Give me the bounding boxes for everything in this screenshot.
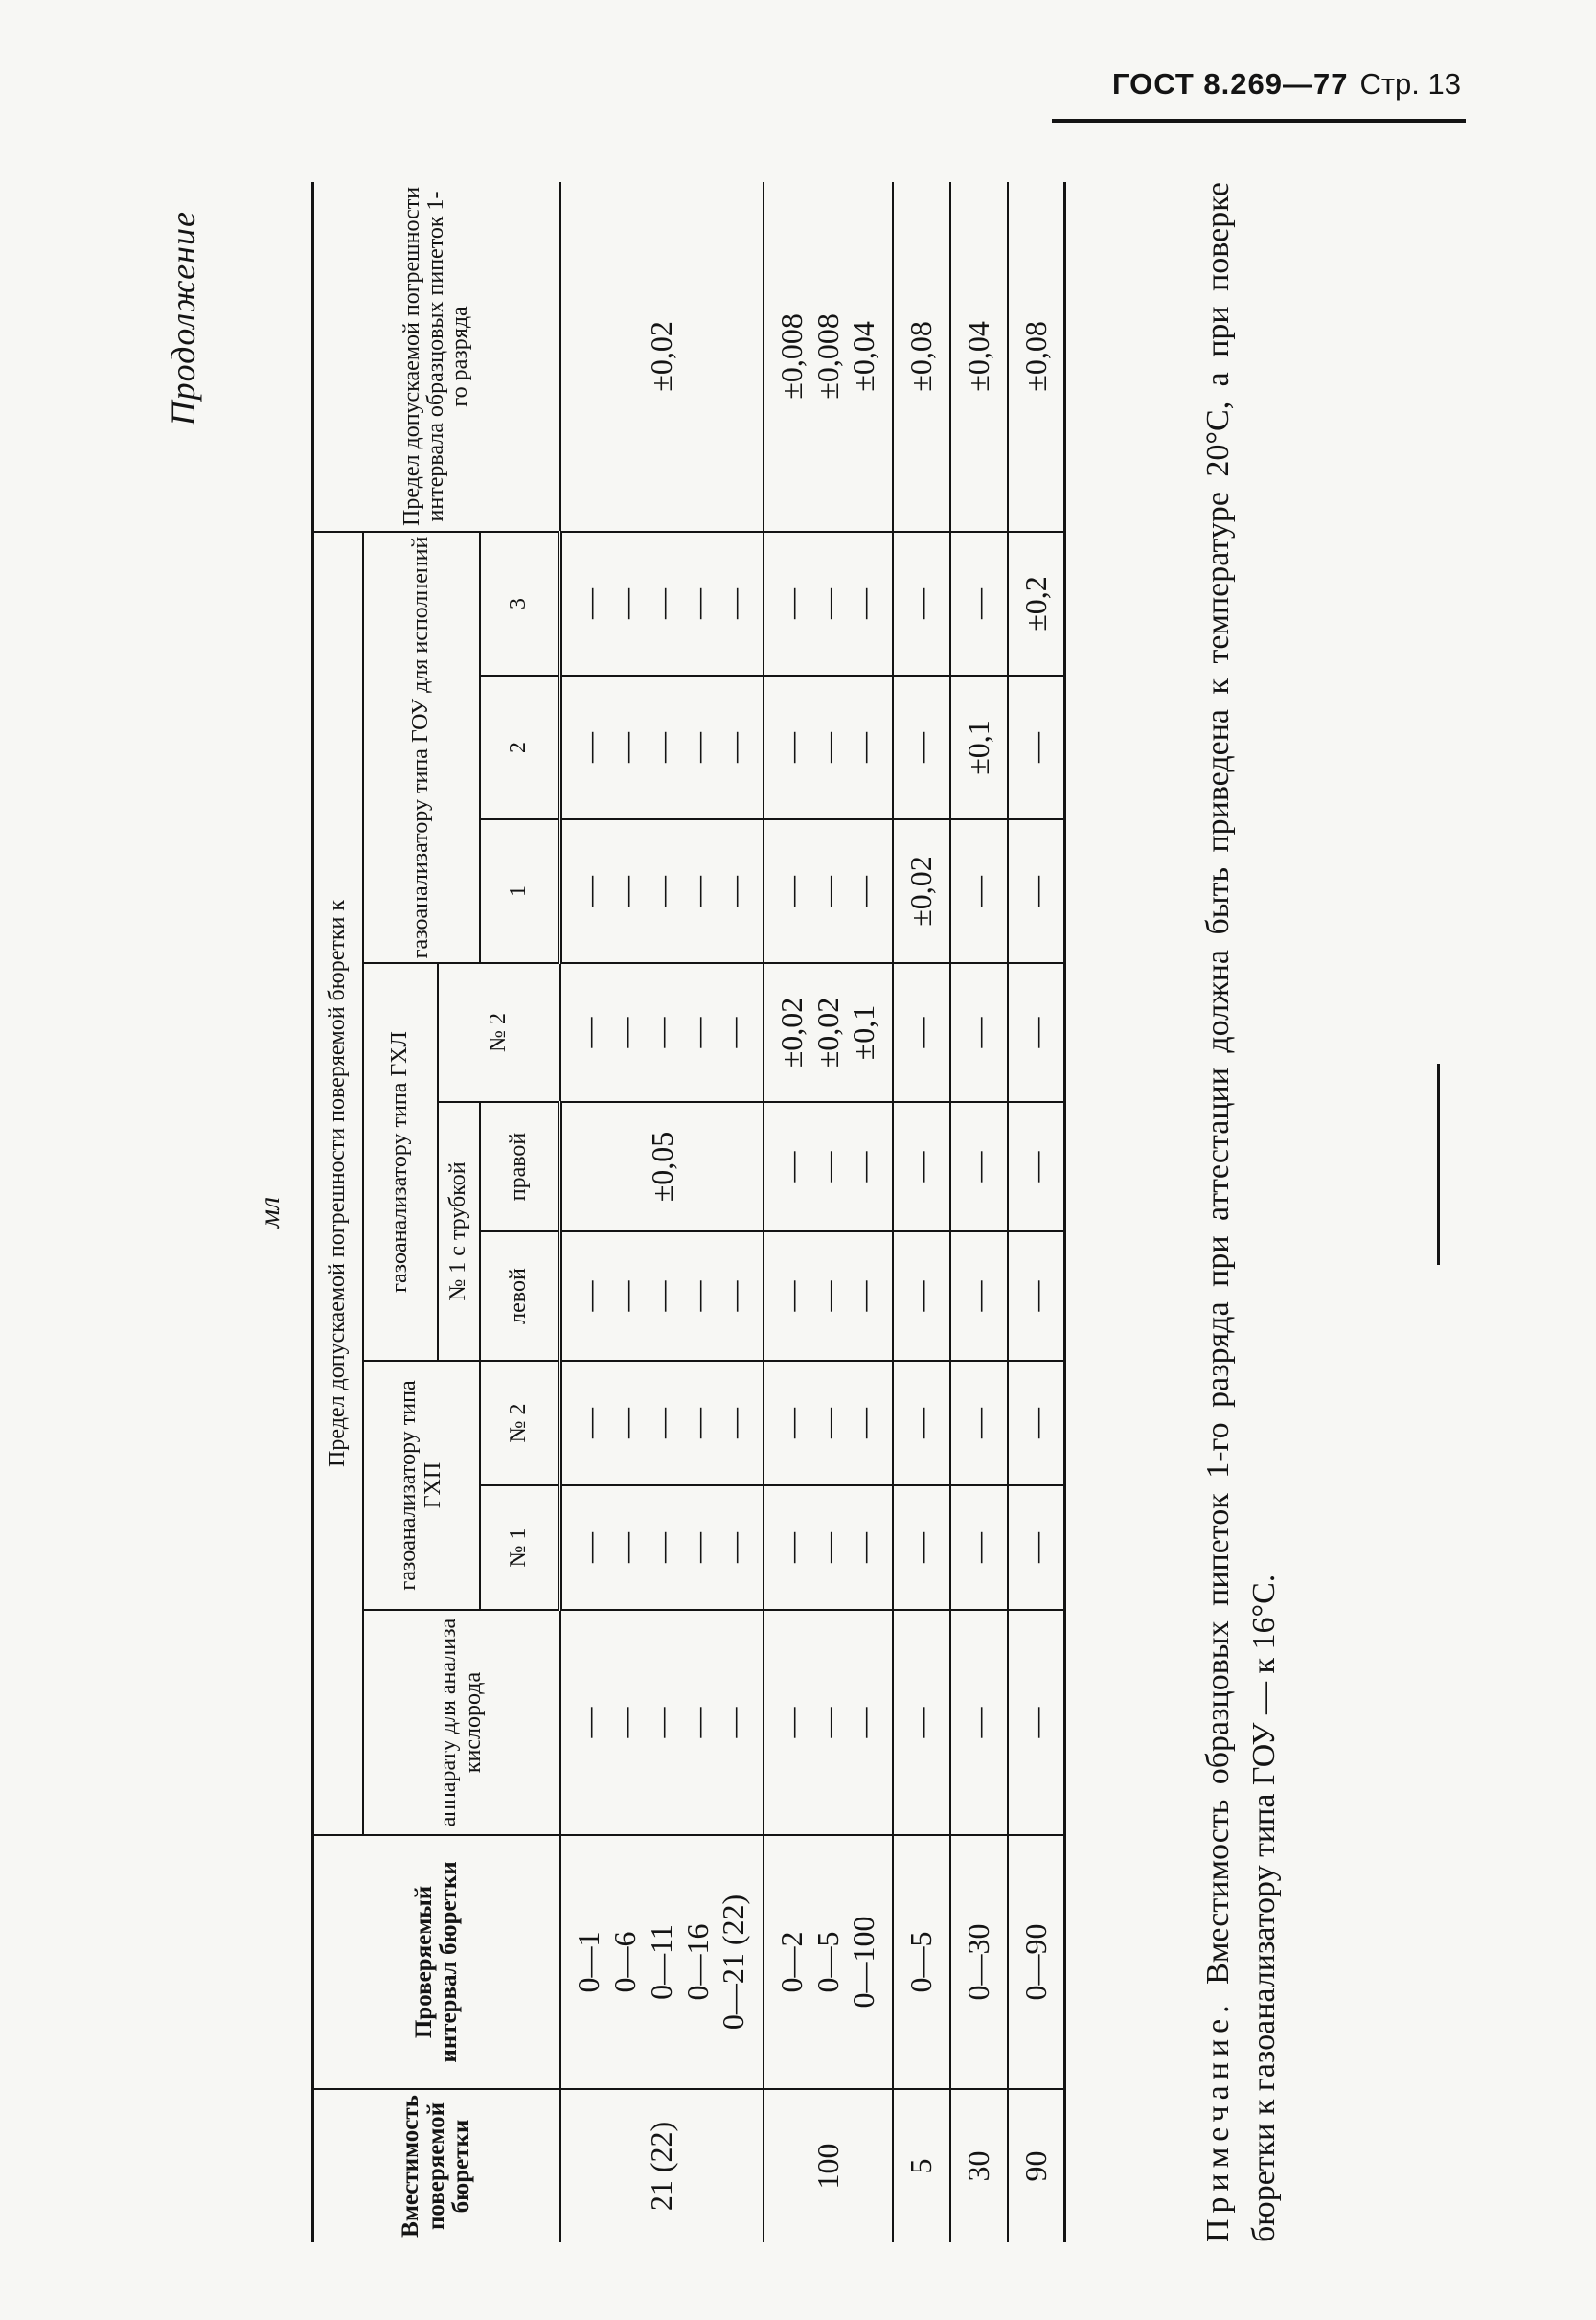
- gou3-cell: — — —: [764, 532, 893, 676]
- header-capacity: Вместимость поверяемой бюретки: [313, 2089, 560, 2242]
- ghp2-cell: — — — — —: [560, 1361, 764, 1485]
- ghl-right-cell: —: [893, 1102, 950, 1231]
- oxygen-cell: —: [950, 1610, 1008, 1835]
- gou3-cell: ±0,2: [1008, 532, 1065, 676]
- oxygen-cell: —: [1008, 1610, 1065, 1835]
- header-gou-3: 3: [480, 532, 560, 676]
- header-rule: [1052, 119, 1466, 123]
- gou1-cell: —: [950, 819, 1008, 963]
- header-gou-2: 2: [480, 676, 560, 819]
- header-ghl-no1-tube: № 1 с трубкой: [438, 1102, 480, 1361]
- gou1-cell: — — —: [764, 819, 893, 963]
- ghl2-cell: — — — — —: [560, 963, 764, 1102]
- pipette-cell: ±0,08: [1008, 182, 1065, 532]
- continuation-label: Продолжение: [164, 211, 202, 426]
- table-row: [1008, 182, 1065, 2242]
- gou2-cell: ±0,1: [950, 676, 1008, 819]
- gou1-cell: — — — — —: [560, 819, 764, 963]
- page-number: Стр. 13: [1359, 67, 1461, 101]
- pipette-cell: ±0,08: [893, 182, 950, 532]
- header-interval: Проверяемый интервал бюретки: [313, 1835, 560, 2089]
- table-row: [893, 182, 950, 2242]
- interval-cell: 0—2 0—5 0—100: [764, 1835, 893, 2089]
- gou3-cell: —: [950, 532, 1008, 676]
- capacity-cell: 30: [950, 2089, 1008, 2242]
- standard-number: ГОСТ 8.269—77: [1111, 67, 1349, 101]
- page-header: [1059, 67, 1461, 123]
- ghl-right-cell: ±0,05: [560, 1102, 764, 1231]
- oxygen-cell: —: [893, 1610, 950, 1835]
- ghp2-cell: — — —: [764, 1361, 893, 1485]
- gou1-cell: ±0,02: [893, 819, 950, 963]
- ghl-left-cell: —: [1008, 1231, 1065, 1361]
- ghl2-cell: ±0,02 ±0,02 ±0,1: [764, 963, 893, 1102]
- ghl-left-cell: —: [893, 1231, 950, 1361]
- interval-cell: 0—1 0—6 0—11 0—16 0—21 (22): [560, 1835, 764, 2089]
- gou2-cell: — — — — —: [560, 676, 764, 819]
- table-note: [1196, 182, 1288, 2242]
- header-ghl: газоанализатору типа ГХЛ: [363, 963, 438, 1361]
- header-gou: газоанализатору типа ГОУ для исполнений: [363, 532, 480, 963]
- note-label: Примечание.: [1200, 1999, 1236, 2242]
- pipette-cell: ±0,008 ±0,008 ±0,04: [764, 182, 893, 532]
- capacity-cell: 100: [764, 2089, 893, 2242]
- gou3-cell: —: [893, 532, 950, 676]
- interval-cell: 0—90: [1008, 1835, 1065, 2089]
- ghp1-cell: —: [950, 1485, 1008, 1610]
- rotated-table-area: [163, 182, 1293, 2242]
- ghp1-cell: — — —: [764, 1485, 893, 1610]
- table-row: [764, 182, 893, 2242]
- header-ghp: газоанализатору типа ГХП: [363, 1361, 480, 1610]
- note-text: Вместимость образцовых пипеток 1-го разряда при аттестации должна быть приведена к температуре 20°С, а при поверке бюретки к газоанализатору типа ГОУ — к 16°С.: [1200, 181, 1283, 2242]
- header-ghp-no1: № 1: [480, 1485, 560, 1610]
- table-row: [560, 182, 764, 2242]
- gou2-cell: — — —: [764, 676, 893, 819]
- header-gou-1: 1: [480, 819, 560, 963]
- ghl-left-cell: —: [950, 1231, 1008, 1361]
- tolerance-table: [311, 182, 1066, 2242]
- ghp2-cell: —: [893, 1361, 950, 1485]
- header-ghl-left: левой: [480, 1231, 560, 1361]
- capacity-cell: 5: [893, 2089, 950, 2242]
- capacity-cell: 21 (22): [560, 2089, 764, 2242]
- ghl2-cell: —: [950, 963, 1008, 1102]
- ghl-left-cell: — — —: [764, 1231, 893, 1361]
- page-side-rule: [1437, 1064, 1440, 1265]
- ghp1-cell: —: [1008, 1485, 1065, 1610]
- header-pipette: Предел допускаемой погрешности интервала образцовых пипеток 1-го разряда: [313, 182, 560, 532]
- ghl2-cell: —: [893, 963, 950, 1102]
- header-ghl-right: правой: [480, 1102, 560, 1231]
- unit-label: мл: [254, 1196, 285, 1229]
- interval-cell: 0—30: [950, 1835, 1008, 2089]
- ghp2-cell: —: [1008, 1361, 1065, 1485]
- header-ghp-no2: № 2: [480, 1361, 560, 1485]
- gou1-cell: —: [1008, 819, 1065, 963]
- header-group: Предел допускаемой погрешности поверяемой бюретки к: [313, 532, 363, 1835]
- ghp1-cell: — — — — —: [560, 1485, 764, 1610]
- interval-cell: 0—5: [893, 1835, 950, 2089]
- header-ghl-no2: № 2: [438, 963, 560, 1102]
- oxygen-cell: — — —: [764, 1610, 893, 1835]
- ghl-right-cell: —: [950, 1102, 1008, 1231]
- gou2-cell: —: [1008, 676, 1065, 819]
- ghl-left-cell: — — — — —: [560, 1231, 764, 1361]
- table-row: [950, 182, 1008, 2242]
- gou3-cell: — — — — —: [560, 532, 764, 676]
- ghl2-cell: —: [1008, 963, 1065, 1102]
- gou2-cell: —: [893, 676, 950, 819]
- ghp2-cell: —: [950, 1361, 1008, 1485]
- pipette-cell: ±0,04: [950, 182, 1008, 532]
- ghp1-cell: —: [893, 1485, 950, 1610]
- oxygen-cell: — — — — —: [560, 1610, 764, 1835]
- pipette-cell: ±0,02: [560, 182, 764, 532]
- ghl-right-cell: —: [1008, 1102, 1065, 1231]
- header-oxygen-apparatus: аппарату для анализа кислорода: [363, 1610, 560, 1835]
- capacity-cell: 90: [1008, 2089, 1065, 2242]
- ghl-right-cell: — — —: [764, 1102, 893, 1231]
